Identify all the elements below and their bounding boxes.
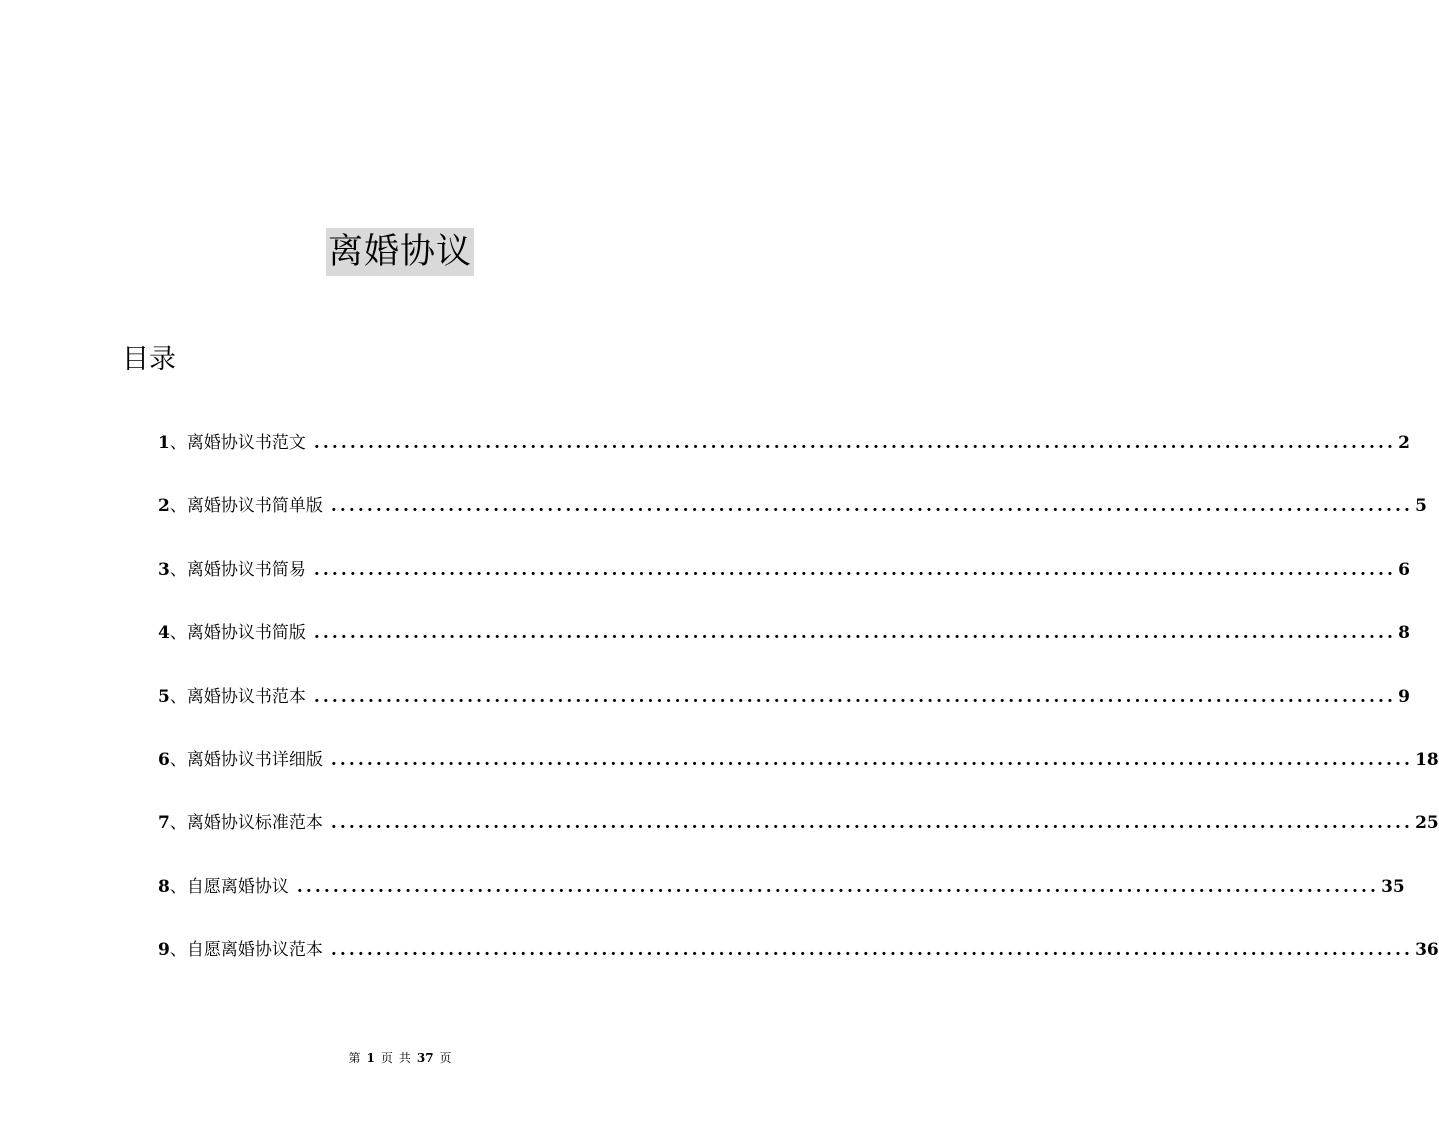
toc-entry-page: 9 bbox=[1398, 686, 1410, 707]
toc-entry[interactable] bbox=[158, 868, 1405, 931]
toc-entry[interactable] bbox=[158, 678, 1410, 741]
toc-entry-number: 9 bbox=[158, 940, 170, 961]
toc-entry-title: 离婚协议书范本 bbox=[186, 686, 306, 707]
toc-dot-leader: ........................................................................................................................ bbox=[330, 813, 1414, 834]
page-footer bbox=[0, 1049, 800, 1067]
toc-entry-page: 6 bbox=[1398, 559, 1410, 580]
footer-label-prefix: 第 bbox=[348, 1051, 361, 1065]
toc-entry-title: 自愿离婚协议范本 bbox=[186, 940, 323, 961]
toc-entry-number: 3 bbox=[158, 559, 170, 580]
toc-entry-separator: 、 bbox=[169, 623, 187, 644]
toc-entry-page: 18 bbox=[1415, 749, 1439, 770]
toc-entry-title: 离婚协议标准范本 bbox=[186, 813, 323, 834]
toc-entry-separator: 、 bbox=[169, 686, 187, 707]
table-of-contents bbox=[158, 424, 1439, 995]
toc-entry-page: 5 bbox=[1415, 496, 1427, 517]
toc-dot-leader: ........................................................................................................................ bbox=[313, 559, 1397, 580]
toc-entry-number: 4 bbox=[158, 623, 170, 644]
toc-entry-title: 离婚协议书范文 bbox=[186, 433, 306, 453]
toc-entry-separator: 、 bbox=[169, 876, 187, 897]
toc-entry-title: 自愿离婚协议 bbox=[186, 876, 289, 897]
toc-heading: 目录 bbox=[122, 344, 176, 375]
toc-entry-number: 2 bbox=[158, 496, 170, 517]
footer-label-total: 共 bbox=[398, 1051, 411, 1065]
toc-entry-title: 离婚协议书简易 bbox=[186, 559, 306, 580]
toc-entry-number: 5 bbox=[158, 686, 170, 707]
footer-label-page-end: 页 bbox=[439, 1051, 452, 1065]
toc-entry-number: 1 bbox=[158, 433, 170, 453]
toc-entry-separator: 、 bbox=[169, 940, 187, 961]
footer-label-page: 页 bbox=[380, 1051, 393, 1065]
toc-dot-leader: ........................................................................................................................ bbox=[313, 433, 1397, 453]
toc-entry[interactable] bbox=[158, 931, 1439, 994]
toc-entry[interactable] bbox=[158, 424, 1410, 487]
toc-entry-title: 离婚协议书简单版 bbox=[186, 496, 323, 517]
toc-dot-leader: ........................................................................................................................ bbox=[330, 749, 1414, 770]
toc-entry[interactable] bbox=[158, 614, 1410, 677]
title-container bbox=[0, 228, 800, 276]
toc-entry-page: 36 bbox=[1415, 940, 1439, 961]
toc-entry-separator: 、 bbox=[169, 559, 187, 580]
toc-entry[interactable] bbox=[158, 741, 1439, 804]
toc-dot-leader: ........................................................................................................................ bbox=[330, 496, 1414, 517]
toc-dot-leader: ........................................................................................................................ bbox=[296, 876, 1380, 897]
toc-dot-leader: ........................................................................................................................ bbox=[313, 623, 1397, 644]
toc-entry-separator: 、 bbox=[169, 749, 187, 770]
toc-entry-title: 离婚协议书详细版 bbox=[186, 749, 323, 770]
toc-entry-separator: 、 bbox=[169, 813, 187, 834]
toc-entry[interactable] bbox=[158, 487, 1427, 550]
toc-entry-number: 7 bbox=[158, 813, 170, 834]
toc-entry-page: 25 bbox=[1415, 813, 1439, 834]
toc-dot-leader: ........................................................................................................................ bbox=[313, 686, 1397, 707]
toc-entry-page: 8 bbox=[1398, 623, 1410, 644]
footer-total-pages: 37 bbox=[416, 1051, 434, 1065]
toc-entry-number: 6 bbox=[158, 749, 170, 770]
toc-entry[interactable] bbox=[158, 551, 1410, 614]
toc-dot-leader: ........................................................................................................................ bbox=[330, 940, 1414, 961]
toc-entry-separator: 、 bbox=[169, 496, 187, 517]
document-title: 离婚协议 bbox=[326, 228, 474, 276]
toc-entry-separator: 、 bbox=[169, 433, 187, 453]
toc-entry-number: 8 bbox=[158, 876, 170, 897]
toc-entry-page: 2 bbox=[1398, 433, 1410, 453]
toc-entry-page: 35 bbox=[1381, 876, 1405, 897]
toc-entry[interactable] bbox=[158, 804, 1439, 867]
toc-entry-title: 离婚协议书简版 bbox=[186, 623, 306, 644]
footer-current-page: 1 bbox=[366, 1051, 375, 1065]
